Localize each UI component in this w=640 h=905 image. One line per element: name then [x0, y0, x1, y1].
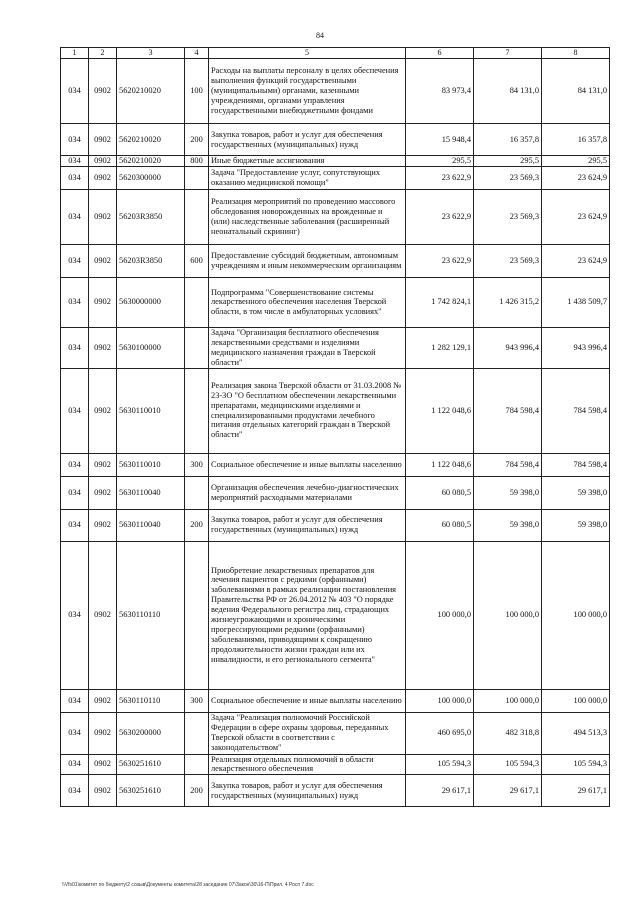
cell-sub: 0902	[89, 541, 117, 689]
cell-v3: 84 131,0	[542, 59, 610, 124]
cell-type: 100	[185, 59, 209, 124]
cell-sub: 0902	[89, 712, 117, 754]
cell-v1: 1 282 129,1	[406, 327, 474, 368]
cell-sec: 034	[61, 368, 89, 453]
cell-v2: 16 357,8	[474, 124, 542, 156]
cell-name: Реализация мероприятий по проведению массового обследования новорожденных на врожденные и (или) наследственные заболевания (расширенный неонатальный скрининг)	[209, 189, 406, 244]
cell-v2: 59 398,0	[474, 476, 542, 509]
cell-sub: 0902	[89, 244, 117, 277]
cell-v3: 100 000,0	[542, 689, 610, 712]
cell-target: 5630110110	[117, 541, 185, 689]
table-row	[61, 775, 610, 807]
cell-name: Закупка товаров, работ и услуг для обеспечения государственных (муниципальных) нужд	[209, 124, 406, 156]
cell-type: 200	[185, 509, 209, 541]
cell-target: 5630251610	[117, 775, 185, 807]
cell-sub: 0902	[89, 775, 117, 807]
cell-sec: 034	[61, 189, 89, 244]
cell-type: 200	[185, 775, 209, 807]
cell-v1: 460 695,0	[406, 712, 474, 754]
cell-type: 800	[185, 156, 209, 167]
header-row	[61, 48, 610, 59]
table-row	[61, 754, 610, 775]
cell-type	[185, 712, 209, 754]
table-row	[61, 59, 610, 124]
cell-target: 5620210020	[117, 59, 185, 124]
cell-sec: 034	[61, 476, 89, 509]
table-row	[61, 689, 610, 712]
cell-v3: 105 594,3	[542, 754, 610, 775]
cell-sub: 0902	[89, 509, 117, 541]
cell-v1: 23 622,9	[406, 244, 474, 277]
cell-sec: 034	[61, 541, 89, 689]
cell-target: 5630251610	[117, 754, 185, 775]
cell-v3: 295,5	[542, 156, 610, 167]
col-header: 3	[117, 48, 185, 59]
cell-type	[185, 166, 209, 189]
cell-v2: 784 598,4	[474, 368, 542, 453]
cell-type	[185, 189, 209, 244]
cell-v2: 23 569,3	[474, 166, 542, 189]
cell-name: Предоставление субсидий бюджетным, автономным учреждениям и иным некоммерческим организациям	[209, 244, 406, 277]
cell-v2: 100 000,0	[474, 689, 542, 712]
table-row	[61, 327, 610, 368]
cell-v1: 23 622,9	[406, 189, 474, 244]
cell-target: 5620300000	[117, 166, 185, 189]
cell-v1: 83 973,4	[406, 59, 474, 124]
table-row	[61, 476, 610, 509]
cell-v3: 494 513,3	[542, 712, 610, 754]
cell-v2: 482 318,8	[474, 712, 542, 754]
cell-v3: 100 000,0	[542, 541, 610, 689]
cell-target: 5630110040	[117, 476, 185, 509]
cell-v2: 105 594,3	[474, 754, 542, 775]
col-header: 8	[542, 48, 610, 59]
cell-v3: 59 398,0	[542, 509, 610, 541]
cell-type	[185, 368, 209, 453]
cell-type: 300	[185, 689, 209, 712]
table-row	[61, 156, 610, 167]
cell-name: Реализация отдельных полномочий в области лекарственного обеспечения	[209, 754, 406, 775]
cell-v3: 943 996,4	[542, 327, 610, 368]
cell-v3: 784 598,4	[542, 453, 610, 476]
cell-v1: 295,5	[406, 156, 474, 167]
budget-table	[60, 47, 610, 807]
cell-sec: 034	[61, 754, 89, 775]
cell-sub: 0902	[89, 166, 117, 189]
table-row	[61, 368, 610, 453]
cell-name: Задача "Предоставление услуг, сопутствующих оказанию медицинской помощи"	[209, 166, 406, 189]
cell-v1: 100 000,0	[406, 689, 474, 712]
cell-v2: 1 426 315,2	[474, 277, 542, 327]
cell-v3: 23 624,9	[542, 244, 610, 277]
cell-target: 56203R3850	[117, 244, 185, 277]
table-row	[61, 277, 610, 327]
cell-type: 600	[185, 244, 209, 277]
cell-target: 5630110010	[117, 368, 185, 453]
table-row	[61, 124, 610, 156]
cell-target: 5620210020	[117, 156, 185, 167]
cell-name: Подпрограмма "Совершенствование системы лекарственного обеспечения населения Тверской области, в том числе в амбулаторных условиях"	[209, 277, 406, 327]
cell-target: 5630110110	[117, 689, 185, 712]
cell-sec: 034	[61, 244, 89, 277]
cell-target: 56203R3850	[117, 189, 185, 244]
cell-sub: 0902	[89, 327, 117, 368]
cell-type	[185, 541, 209, 689]
cell-v1: 60 080,5	[406, 509, 474, 541]
cell-sub: 0902	[89, 189, 117, 244]
table-row	[61, 244, 610, 277]
cell-type: 300	[185, 453, 209, 476]
cell-name: Закупка товаров, работ и услуг для обеспечения государственных (муниципальных) нужд	[209, 509, 406, 541]
cell-v3: 59 398,0	[542, 476, 610, 509]
cell-target: 5630100000	[117, 327, 185, 368]
cell-v2: 29 617,1	[474, 775, 542, 807]
cell-v3: 1 438 509,7	[542, 277, 610, 327]
cell-sub: 0902	[89, 156, 117, 167]
cell-v3: 29 617,1	[542, 775, 610, 807]
cell-sub: 0902	[89, 476, 117, 509]
cell-v3: 784 598,4	[542, 368, 610, 453]
cell-sub: 0902	[89, 689, 117, 712]
cell-sec: 034	[61, 712, 89, 754]
cell-name: Реализация закона Тверской области от 31.03.2008 № 23-ЗО "О бесплатном обеспечении лекарственными препаратами, медицинскими изделиями и специализированными продуктами лечебного питания отдельных категорий граждан в Тверской области"	[209, 368, 406, 453]
cell-type	[185, 277, 209, 327]
cell-v1: 23 622,9	[406, 166, 474, 189]
cell-v1: 105 594,3	[406, 754, 474, 775]
cell-v1: 29 617,1	[406, 775, 474, 807]
cell-v2: 23 569,3	[474, 189, 542, 244]
cell-sec: 034	[61, 775, 89, 807]
table-row	[61, 509, 610, 541]
table-row	[61, 541, 610, 689]
cell-v1: 60 080,5	[406, 476, 474, 509]
cell-sub: 0902	[89, 277, 117, 327]
col-header: 5	[209, 48, 406, 59]
cell-sec: 034	[61, 509, 89, 541]
cell-sec: 034	[61, 59, 89, 124]
table-row	[61, 712, 610, 754]
cell-target: 5630110040	[117, 509, 185, 541]
cell-name: Задача "Реализация полномочий Российской Федерации в сфере охраны здоровья, переданных Тверской области в соответствии с законодательством"	[209, 712, 406, 754]
cell-v2: 295,5	[474, 156, 542, 167]
cell-sec: 034	[61, 327, 89, 368]
cell-v2: 784 598,4	[474, 453, 542, 476]
cell-name: Иные бюджетные ассигнования	[209, 156, 406, 167]
cell-name: Приобретение лекарственных препаратов для лечения пациентов с редкими (орфанными) заболеваниями в рамках реализации постановления Правительства РФ от 26.04.2012 № 403 "О порядке ведения Федерального регистра лиц, страдающих жизнеугрожающими и хроническими прогрессирующими редкими (орфанными) заболеваниями, приводящими к сокращению продолжительности жизни граждан или их инвалидности, и его регионального сегмента"	[209, 541, 406, 689]
cell-sub: 0902	[89, 124, 117, 156]
cell-sec: 034	[61, 689, 89, 712]
cell-sec: 034	[61, 124, 89, 156]
cell-name: Организация обеспечения лечебно-диагностических мероприятий расходными материалами	[209, 476, 406, 509]
col-header: 6	[406, 48, 474, 59]
cell-sub: 0902	[89, 754, 117, 775]
table-row	[61, 453, 610, 476]
cell-sub: 0902	[89, 453, 117, 476]
cell-name: Социальное обеспечение и иные выплаты населению	[209, 453, 406, 476]
cell-target: 5630110010	[117, 453, 185, 476]
cell-name: Задача "Организация бесплатного обеспечения лекарственными средствами и изделиями медицинского назначения граждан в Тверской области"	[209, 327, 406, 368]
file-path-footer: \\Vfs01\комитет по бюджету\2 созыв\Документы комитета\28 заседание 07\Закон\30\16-П\Прил. 4 Росп 7.doc	[62, 882, 314, 888]
cell-name: Закупка товаров, работ и услуг для обеспечения государственных (муниципальных) нужд	[209, 775, 406, 807]
cell-name: Социальное обеспечение и иные выплаты населению	[209, 689, 406, 712]
cell-target: 5630200000	[117, 712, 185, 754]
cell-type	[185, 327, 209, 368]
cell-sec: 034	[61, 277, 89, 327]
cell-v2: 100 000,0	[474, 541, 542, 689]
cell-sec: 034	[61, 156, 89, 167]
cell-sec: 034	[61, 166, 89, 189]
cell-sec: 034	[61, 453, 89, 476]
cell-v1: 1 122 048,6	[406, 453, 474, 476]
cell-v1: 100 000,0	[406, 541, 474, 689]
cell-v3: 23 624,9	[542, 189, 610, 244]
cell-v2: 84 131,0	[474, 59, 542, 124]
cell-sub: 0902	[89, 368, 117, 453]
cell-v2: 943 996,4	[474, 327, 542, 368]
cell-name: Расходы на выплаты персоналу в целях обеспечения выполнения функций государственными (муниципальными) органами, казенными учреждениями, органами управления государственными внебюджетными фондами	[209, 59, 406, 124]
page-number: 84	[316, 31, 324, 40]
cell-type: 200	[185, 124, 209, 156]
cell-v3: 16 357,8	[542, 124, 610, 156]
col-header: 7	[474, 48, 542, 59]
col-header: 1	[61, 48, 89, 59]
cell-v1: 15 948,4	[406, 124, 474, 156]
table-row	[61, 189, 610, 244]
col-header: 2	[89, 48, 117, 59]
cell-target: 5630000000	[117, 277, 185, 327]
cell-type	[185, 476, 209, 509]
cell-v2: 23 569,3	[474, 244, 542, 277]
cell-sub: 0902	[89, 59, 117, 124]
table-row	[61, 166, 610, 189]
col-header: 4	[185, 48, 209, 59]
cell-v2: 59 398,0	[474, 509, 542, 541]
cell-target: 5620210020	[117, 124, 185, 156]
cell-v1: 1 122 048,6	[406, 368, 474, 453]
cell-v3: 23 624,9	[542, 166, 610, 189]
cell-v1: 1 742 824,1	[406, 277, 474, 327]
cell-type	[185, 754, 209, 775]
